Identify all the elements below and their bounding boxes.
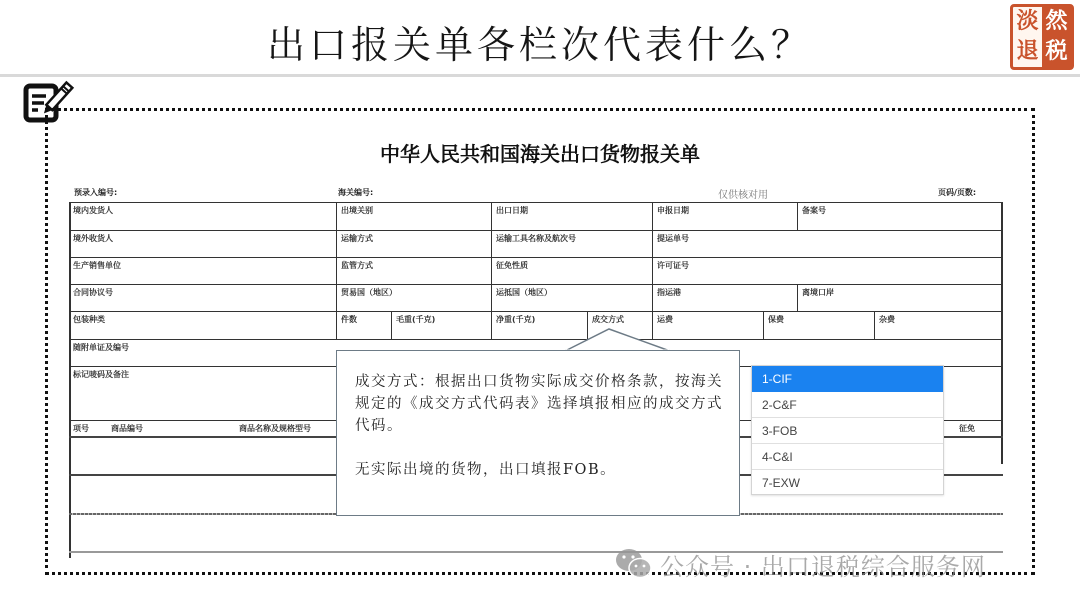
field-gross-weight[interactable]: 毛重(千克)	[391, 312, 491, 339]
field-package-type[interactable]: 包装种类	[73, 315, 105, 324]
field-vessel-voyage[interactable]: 运输工具名称及航次号	[491, 231, 652, 257]
dropdown-option-cni[interactable]: 4-C&I	[752, 444, 943, 470]
field-contract-no[interactable]: 合同协议号	[73, 288, 113, 297]
dropdown-option-fob[interactable]: 3-FOB	[752, 418, 943, 444]
dropdown-option-cif[interactable]: 1-CIF	[752, 366, 943, 392]
slide-title: 出口报关单各栏次代表什么？	[266, 23, 813, 67]
form-row	[69, 230, 1003, 257]
form-row	[69, 284, 1003, 311]
form-row	[69, 202, 1003, 230]
form-title: 中华人民共和国海关出口货物报关单	[380, 142, 700, 166]
seal-logo	[1010, 4, 1074, 70]
pre-entry-no-label: 预录入编号:	[74, 188, 118, 197]
verify-only-label: 仅供核对用	[718, 190, 768, 201]
field-transaction-mode[interactable]: 成交方式	[587, 312, 652, 339]
field-destination-country[interactable]: 运抵国（地区）	[491, 285, 652, 311]
field-supervision-mode[interactable]: 监管方式	[336, 258, 491, 284]
field-exit-customs[interactable]: 出境关别	[336, 203, 491, 230]
field-attached-docs[interactable]: 随附单证及编号	[73, 343, 129, 352]
col-item-no: 项号	[73, 424, 89, 433]
seal-char: 然	[1042, 7, 1071, 37]
field-overseas-consignee[interactable]: 境外收货人	[73, 234, 113, 243]
field-trade-country[interactable]: 贸易国（地区）	[336, 285, 491, 311]
col-commodity-name: 商品名称及规格型号	[239, 424, 311, 433]
col-levy-exemption: 征免	[959, 424, 975, 433]
field-package-count[interactable]: 件数	[336, 312, 391, 339]
field-marks-remarks[interactable]: 标记唛码及备注	[73, 370, 129, 379]
dropdown-option-exw[interactable]: 7-EXW	[762, 476, 801, 490]
title-divider	[0, 74, 1080, 77]
field-misc-fees[interactable]: 杂费	[874, 312, 1003, 339]
callout-note: 无实际出境的货物，出口填报FOB。	[355, 462, 617, 478]
form-row	[69, 311, 1003, 339]
customs-no-label: 海关编号:	[338, 188, 374, 197]
field-declaration-date[interactable]: 申报日期	[652, 203, 797, 230]
transaction-mode-callout	[336, 350, 740, 516]
field-producer[interactable]: 生产销售单位	[73, 261, 121, 270]
field-freight[interactable]: 运费	[652, 312, 763, 339]
field-record-no[interactable]: 备案号	[797, 203, 1003, 230]
seal-char: 淡	[1016, 9, 1039, 34]
transaction-mode-dropdown[interactable]	[751, 365, 944, 495]
callout-description: 成交方式：根据出口货物实际成交价格条款，按海关规定的《成交方式代码表》选择填报相应的成交方式代码。	[355, 374, 723, 434]
seal-char: 退	[1016, 39, 1039, 64]
form-row	[69, 257, 1003, 284]
field-export-date[interactable]: 出口日期	[491, 203, 652, 230]
field-domestic-shipper[interactable]: 境内发货人	[73, 206, 113, 215]
page-count-label: 页码/页数:	[938, 188, 977, 197]
wechat-icon	[614, 546, 654, 582]
field-exit-port[interactable]: 离境口岸	[797, 285, 1003, 311]
field-transport-mode[interactable]: 运输方式	[336, 231, 491, 257]
field-levy-nature[interactable]: 征免性质	[491, 258, 652, 284]
field-license-no[interactable]: 许可证号	[652, 258, 1003, 284]
dropdown-option-cnf[interactable]: 2-C&F	[752, 392, 943, 418]
watermark	[614, 546, 986, 582]
field-bill-of-lading[interactable]: 提运单号	[652, 231, 1003, 257]
seal-char: 税	[1042, 37, 1071, 67]
field-insurance[interactable]: 保费	[763, 312, 874, 339]
field-destination-port[interactable]: 指运港	[652, 285, 797, 311]
field-net-weight[interactable]: 净重(千克)	[491, 312, 587, 339]
col-commodity-code: 商品编号	[111, 424, 143, 433]
watermark-text: 公众号 · 出口退税综合服务网	[660, 552, 986, 581]
